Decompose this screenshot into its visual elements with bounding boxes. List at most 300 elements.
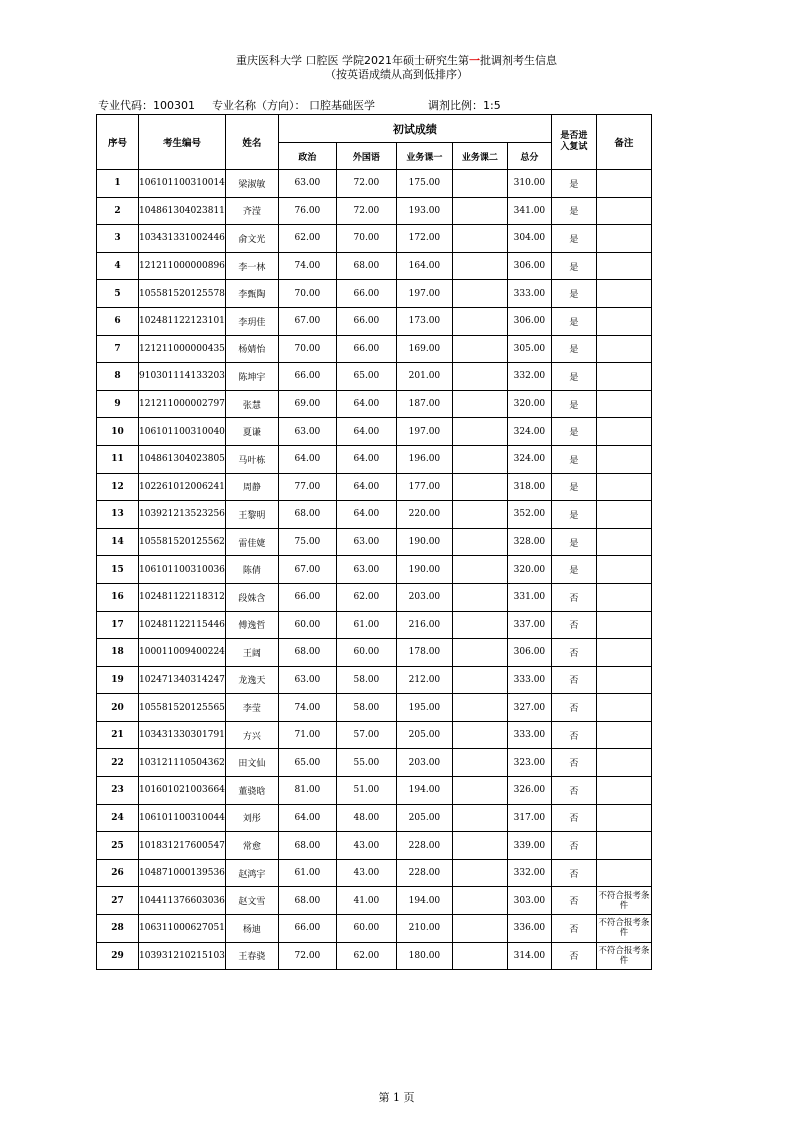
major-code: 专业代码：100301 bbox=[98, 99, 195, 112]
table-row bbox=[97, 915, 652, 943]
cell-foreign: 58.00 bbox=[336, 666, 396, 694]
cell-exam-no: 121211000000896 bbox=[139, 252, 226, 280]
cell-remark bbox=[596, 252, 651, 280]
cell-exam-no: 100011009400224 bbox=[139, 639, 226, 667]
cell-remark bbox=[596, 170, 651, 198]
cell-retest: 是 bbox=[551, 390, 596, 418]
cell-course2 bbox=[452, 225, 507, 253]
cell-seq: 16 bbox=[97, 583, 139, 611]
cell-name: 常愈 bbox=[225, 832, 278, 860]
cell-remark bbox=[596, 639, 651, 667]
cell-remark bbox=[596, 749, 651, 777]
cell-name: 李玥佳 bbox=[225, 307, 278, 335]
cell-foreign: 61.00 bbox=[336, 611, 396, 639]
cell-total: 320.00 bbox=[507, 390, 551, 418]
cell-remark bbox=[596, 390, 651, 418]
cell-name: 王阔 bbox=[225, 639, 278, 667]
cell-politics: 64.00 bbox=[278, 804, 336, 832]
cell-remark bbox=[596, 583, 651, 611]
cell-remark bbox=[596, 335, 651, 363]
cell-total: 339.00 bbox=[507, 832, 551, 860]
cell-foreign: 51.00 bbox=[336, 777, 396, 805]
cell-course2 bbox=[452, 501, 507, 529]
cell-course2 bbox=[452, 556, 507, 584]
cell-course1: 216.00 bbox=[396, 611, 452, 639]
table-row bbox=[97, 611, 652, 639]
cell-total: 306.00 bbox=[507, 252, 551, 280]
cell-total: 337.00 bbox=[507, 611, 551, 639]
cell-total: 314.00 bbox=[507, 942, 551, 970]
cell-exam-no: 103431330301791 bbox=[139, 721, 226, 749]
cell-course1: 197.00 bbox=[396, 280, 452, 308]
cell-exam-no: 121211000000435 bbox=[139, 335, 226, 363]
table-row bbox=[97, 445, 652, 473]
cell-remark bbox=[596, 556, 651, 584]
cell-politics: 75.00 bbox=[278, 528, 336, 556]
cell-name: 李甄陶 bbox=[225, 280, 278, 308]
cell-seq: 28 bbox=[97, 915, 139, 943]
transfer-ratio: 调剂比例：1:5 bbox=[428, 99, 501, 112]
table-row bbox=[97, 721, 652, 749]
cell-name: 方兴 bbox=[225, 721, 278, 749]
cell-foreign: 55.00 bbox=[336, 749, 396, 777]
cell-retest: 是 bbox=[551, 556, 596, 584]
cell-retest: 否 bbox=[551, 832, 596, 860]
cell-total: 306.00 bbox=[507, 639, 551, 667]
cell-remark bbox=[596, 694, 651, 722]
cell-course2 bbox=[452, 307, 507, 335]
cell-total: 333.00 bbox=[507, 721, 551, 749]
cell-politics: 74.00 bbox=[278, 694, 336, 722]
cell-politics: 65.00 bbox=[278, 749, 336, 777]
cell-politics: 66.00 bbox=[278, 915, 336, 943]
cell-total: 305.00 bbox=[507, 335, 551, 363]
cell-exam-no: 106311000627051 bbox=[139, 915, 226, 943]
cell-course1: 180.00 bbox=[396, 942, 452, 970]
cell-remark bbox=[596, 280, 651, 308]
cell-exam-no: 106101100310014 bbox=[139, 170, 226, 198]
cell-politics: 63.00 bbox=[278, 170, 336, 198]
cell-remark bbox=[596, 307, 651, 335]
cell-course2 bbox=[452, 335, 507, 363]
cell-course1: 194.00 bbox=[396, 887, 452, 915]
table-row bbox=[97, 694, 652, 722]
cell-retest: 是 bbox=[551, 528, 596, 556]
cell-seq: 22 bbox=[97, 749, 139, 777]
cell-seq: 5 bbox=[97, 280, 139, 308]
cell-course2 bbox=[452, 915, 507, 943]
cell-exam-no: 105581520125562 bbox=[139, 528, 226, 556]
cell-foreign: 60.00 bbox=[336, 915, 396, 943]
cell-foreign: 64.00 bbox=[336, 390, 396, 418]
cell-retest: 是 bbox=[551, 225, 596, 253]
cell-foreign: 48.00 bbox=[336, 804, 396, 832]
cell-retest: 是 bbox=[551, 363, 596, 391]
cell-retest: 是 bbox=[551, 501, 596, 529]
cell-foreign: 70.00 bbox=[336, 225, 396, 253]
header-name: 姓名 bbox=[225, 115, 278, 170]
table-row bbox=[97, 777, 652, 805]
cell-seq: 3 bbox=[97, 225, 139, 253]
cell-seq: 24 bbox=[97, 804, 139, 832]
cell-course1: 164.00 bbox=[396, 252, 452, 280]
cell-remark bbox=[596, 804, 651, 832]
cell-seq: 11 bbox=[97, 445, 139, 473]
cell-course2 bbox=[452, 777, 507, 805]
cell-name: 段姝含 bbox=[225, 583, 278, 611]
cell-seq: 10 bbox=[97, 418, 139, 446]
cell-retest: 否 bbox=[551, 666, 596, 694]
cell-politics: 81.00 bbox=[278, 777, 336, 805]
cell-exam-no: 103921213523256 bbox=[139, 501, 226, 529]
cell-course1: 169.00 bbox=[396, 335, 452, 363]
cell-seq: 23 bbox=[97, 777, 139, 805]
cell-remark: 不符合报考条件 bbox=[596, 915, 651, 943]
cell-foreign: 64.00 bbox=[336, 418, 396, 446]
cell-name: 赵文雪 bbox=[225, 887, 278, 915]
cell-total: 323.00 bbox=[507, 749, 551, 777]
cell-name: 田文仙 bbox=[225, 749, 278, 777]
cell-name: 李莹 bbox=[225, 694, 278, 722]
cell-total: 352.00 bbox=[507, 501, 551, 529]
cell-exam-no: 103931210215103 bbox=[139, 942, 226, 970]
cell-name: 周静 bbox=[225, 473, 278, 501]
cell-foreign: 57.00 bbox=[336, 721, 396, 749]
cell-politics: 69.00 bbox=[278, 390, 336, 418]
cell-course1: 205.00 bbox=[396, 721, 452, 749]
cell-exam-no: 101601021003664 bbox=[139, 777, 226, 805]
cell-course1: 197.00 bbox=[396, 418, 452, 446]
cell-foreign: 64.00 bbox=[336, 473, 396, 501]
cell-seq: 19 bbox=[97, 666, 139, 694]
cell-exam-no: 104411376603036 bbox=[139, 887, 226, 915]
cell-politics: 71.00 bbox=[278, 721, 336, 749]
cell-retest: 否 bbox=[551, 611, 596, 639]
document-title: 重庆医科大学 口腔医 学院2021年硕士研究生第一批调剂考生信息 bbox=[236, 54, 557, 67]
cell-retest: 否 bbox=[551, 915, 596, 943]
cell-retest: 否 bbox=[551, 583, 596, 611]
cell-seq: 12 bbox=[97, 473, 139, 501]
cell-total: 326.00 bbox=[507, 777, 551, 805]
cell-foreign: 63.00 bbox=[336, 528, 396, 556]
cell-seq: 13 bbox=[97, 501, 139, 529]
cell-total: 332.00 bbox=[507, 859, 551, 887]
cell-course1: 190.00 bbox=[396, 528, 452, 556]
cell-exam-no: 104861304023811 bbox=[139, 197, 226, 225]
cell-course1: 201.00 bbox=[396, 363, 452, 391]
cell-foreign: 63.00 bbox=[336, 556, 396, 584]
cell-seq: 4 bbox=[97, 252, 139, 280]
cell-seq: 14 bbox=[97, 528, 139, 556]
cell-course2 bbox=[452, 418, 507, 446]
table-row bbox=[97, 197, 652, 225]
header-seq: 序号 bbox=[97, 115, 139, 170]
cell-name: 雷佳婕 bbox=[225, 528, 278, 556]
cell-name: 王春骁 bbox=[225, 942, 278, 970]
cell-remark: 不符合报考条件 bbox=[596, 942, 651, 970]
cell-name: 陈坤宇 bbox=[225, 363, 278, 391]
cell-total: 317.00 bbox=[507, 804, 551, 832]
cell-politics: 61.00 bbox=[278, 859, 336, 887]
cell-retest: 是 bbox=[551, 252, 596, 280]
cell-politics: 66.00 bbox=[278, 583, 336, 611]
cell-name: 张慧 bbox=[225, 390, 278, 418]
table-row bbox=[97, 307, 652, 335]
cell-name: 董骁晗 bbox=[225, 777, 278, 805]
cell-remark: 不符合报考条件 bbox=[596, 887, 651, 915]
cell-name: 杨婧怡 bbox=[225, 335, 278, 363]
cell-seq: 1 bbox=[97, 170, 139, 198]
cell-foreign: 68.00 bbox=[336, 252, 396, 280]
cell-course2 bbox=[452, 252, 507, 280]
cell-course1: 196.00 bbox=[396, 445, 452, 473]
cell-course1: 203.00 bbox=[396, 749, 452, 777]
cell-seq: 21 bbox=[97, 721, 139, 749]
cell-exam-no: 104871000139536 bbox=[139, 859, 226, 887]
cell-total: 303.00 bbox=[507, 887, 551, 915]
table-row bbox=[97, 832, 652, 860]
cell-foreign: 43.00 bbox=[336, 859, 396, 887]
cell-retest: 是 bbox=[551, 280, 596, 308]
cell-name: 龙逸天 bbox=[225, 666, 278, 694]
cell-course1: 187.00 bbox=[396, 390, 452, 418]
cell-seq: 8 bbox=[97, 363, 139, 391]
header-foreign: 外国语 bbox=[336, 143, 396, 170]
cell-seq: 7 bbox=[97, 335, 139, 363]
cell-total: 306.00 bbox=[507, 307, 551, 335]
document-subtitle: （按英语成绩从高到低排序） bbox=[325, 68, 468, 81]
header-politics: 政治 bbox=[278, 143, 336, 170]
cell-course1: 194.00 bbox=[396, 777, 452, 805]
cell-politics: 70.00 bbox=[278, 280, 336, 308]
cell-exam-no: 910301114133203 bbox=[139, 363, 226, 391]
cell-name: 齐滢 bbox=[225, 197, 278, 225]
cell-course2 bbox=[452, 639, 507, 667]
cell-course1: 195.00 bbox=[396, 694, 452, 722]
cell-total: 318.00 bbox=[507, 473, 551, 501]
table-row bbox=[97, 942, 652, 970]
cell-course2 bbox=[452, 942, 507, 970]
cell-course2 bbox=[452, 363, 507, 391]
cell-seq: 20 bbox=[97, 694, 139, 722]
table-row bbox=[97, 804, 652, 832]
cell-retest: 是 bbox=[551, 473, 596, 501]
cell-remark bbox=[596, 473, 651, 501]
cell-politics: 68.00 bbox=[278, 887, 336, 915]
cell-exam-no: 105581520125565 bbox=[139, 694, 226, 722]
cell-politics: 67.00 bbox=[278, 307, 336, 335]
cell-course2 bbox=[452, 749, 507, 777]
cell-total: 327.00 bbox=[507, 694, 551, 722]
table-row bbox=[97, 252, 652, 280]
cell-foreign: 72.00 bbox=[336, 170, 396, 198]
cell-course1: 178.00 bbox=[396, 639, 452, 667]
cell-course2 bbox=[452, 804, 507, 832]
cell-exam-no: 106101100310040 bbox=[139, 418, 226, 446]
cell-course2 bbox=[452, 859, 507, 887]
cell-retest: 否 bbox=[551, 749, 596, 777]
cell-seq: 27 bbox=[97, 887, 139, 915]
cell-politics: 62.00 bbox=[278, 225, 336, 253]
cell-course1: 205.00 bbox=[396, 804, 452, 832]
cell-foreign: 65.00 bbox=[336, 363, 396, 391]
cell-seq: 2 bbox=[97, 197, 139, 225]
cell-course2 bbox=[452, 445, 507, 473]
cell-remark bbox=[596, 777, 651, 805]
cell-total: 304.00 bbox=[507, 225, 551, 253]
cell-course1: 190.00 bbox=[396, 556, 452, 584]
cell-politics: 74.00 bbox=[278, 252, 336, 280]
cell-course1: 228.00 bbox=[396, 832, 452, 860]
cell-remark bbox=[596, 611, 651, 639]
cell-exam-no: 102471340314247 bbox=[139, 666, 226, 694]
cell-total: 332.00 bbox=[507, 363, 551, 391]
table-row bbox=[97, 859, 652, 887]
cell-politics: 77.00 bbox=[278, 473, 336, 501]
cell-foreign: 62.00 bbox=[336, 942, 396, 970]
cell-politics: 63.00 bbox=[278, 666, 336, 694]
cell-remark bbox=[596, 528, 651, 556]
cell-retest: 否 bbox=[551, 942, 596, 970]
table-row bbox=[97, 639, 652, 667]
cell-course2 bbox=[452, 666, 507, 694]
cell-foreign: 66.00 bbox=[336, 280, 396, 308]
cell-foreign: 60.00 bbox=[336, 639, 396, 667]
cell-seq: 9 bbox=[97, 390, 139, 418]
cell-exam-no: 102481122115446 bbox=[139, 611, 226, 639]
table-row bbox=[97, 280, 652, 308]
header-remark: 备注 bbox=[596, 115, 651, 170]
cell-course1: 177.00 bbox=[396, 473, 452, 501]
cell-remark bbox=[596, 501, 651, 529]
cell-exam-no: 106101100310044 bbox=[139, 804, 226, 832]
cell-exam-no: 106101100310036 bbox=[139, 556, 226, 584]
cell-name: 陈倩 bbox=[225, 556, 278, 584]
cell-foreign: 72.00 bbox=[336, 197, 396, 225]
cell-seq: 15 bbox=[97, 556, 139, 584]
cell-remark bbox=[596, 225, 651, 253]
cell-seq: 26 bbox=[97, 859, 139, 887]
cell-total: 324.00 bbox=[507, 445, 551, 473]
cell-course2 bbox=[452, 694, 507, 722]
table-row bbox=[97, 556, 652, 584]
cell-remark bbox=[596, 197, 651, 225]
cell-foreign: 66.00 bbox=[336, 307, 396, 335]
applicant-table bbox=[96, 114, 652, 970]
cell-politics: 68.00 bbox=[278, 832, 336, 860]
cell-course2 bbox=[452, 721, 507, 749]
cell-total: 341.00 bbox=[507, 197, 551, 225]
cell-remark bbox=[596, 832, 651, 860]
cell-retest: 否 bbox=[551, 859, 596, 887]
cell-foreign: 64.00 bbox=[336, 501, 396, 529]
table-row bbox=[97, 335, 652, 363]
cell-course1: 212.00 bbox=[396, 666, 452, 694]
cell-total: 320.00 bbox=[507, 556, 551, 584]
header-exam-no: 考生编号 bbox=[139, 115, 226, 170]
table-row bbox=[97, 583, 652, 611]
cell-politics: 64.00 bbox=[278, 445, 336, 473]
cell-politics: 60.00 bbox=[278, 611, 336, 639]
cell-remark bbox=[596, 445, 651, 473]
cell-remark bbox=[596, 721, 651, 749]
cell-course2 bbox=[452, 170, 507, 198]
cell-retest: 是 bbox=[551, 445, 596, 473]
cell-retest: 否 bbox=[551, 777, 596, 805]
cell-foreign: 64.00 bbox=[336, 445, 396, 473]
cell-retest: 是 bbox=[551, 197, 596, 225]
cell-remark bbox=[596, 666, 651, 694]
cell-exam-no: 102261012006241 bbox=[139, 473, 226, 501]
cell-politics: 72.00 bbox=[278, 942, 336, 970]
table-row bbox=[97, 390, 652, 418]
table-row bbox=[97, 749, 652, 777]
cell-name: 夏谦 bbox=[225, 418, 278, 446]
cell-course2 bbox=[452, 887, 507, 915]
cell-seq: 29 bbox=[97, 942, 139, 970]
table-row bbox=[97, 418, 652, 446]
cell-course2 bbox=[452, 611, 507, 639]
cell-total: 333.00 bbox=[507, 666, 551, 694]
table-row bbox=[97, 887, 652, 915]
major-name: 专业名称（方向）： 口腔基础医学 bbox=[212, 99, 375, 112]
cell-remark bbox=[596, 418, 651, 446]
cell-seq: 18 bbox=[97, 639, 139, 667]
cell-exam-no: 104861304023805 bbox=[139, 445, 226, 473]
table-row bbox=[97, 225, 652, 253]
cell-politics: 67.00 bbox=[278, 556, 336, 584]
cell-politics: 63.00 bbox=[278, 418, 336, 446]
table-row bbox=[97, 473, 652, 501]
cell-course1: 172.00 bbox=[396, 225, 452, 253]
cell-retest: 否 bbox=[551, 721, 596, 749]
cell-retest: 否 bbox=[551, 804, 596, 832]
cell-politics: 70.00 bbox=[278, 335, 336, 363]
header-initial-scores: 初试成绩 bbox=[278, 115, 551, 143]
cell-name: 傅逸哲 bbox=[225, 611, 278, 639]
cell-exam-no: 121211000002797 bbox=[139, 390, 226, 418]
cell-foreign: 58.00 bbox=[336, 694, 396, 722]
cell-politics: 68.00 bbox=[278, 639, 336, 667]
cell-foreign: 62.00 bbox=[336, 583, 396, 611]
cell-politics: 76.00 bbox=[278, 197, 336, 225]
cell-course1: 193.00 bbox=[396, 197, 452, 225]
cell-seq: 17 bbox=[97, 611, 139, 639]
cell-total: 310.00 bbox=[507, 170, 551, 198]
cell-course2 bbox=[452, 280, 507, 308]
cell-foreign: 43.00 bbox=[336, 832, 396, 860]
cell-politics: 66.00 bbox=[278, 363, 336, 391]
cell-foreign: 41.00 bbox=[336, 887, 396, 915]
table-row bbox=[97, 170, 652, 198]
cell-name: 梁淑敏 bbox=[225, 170, 278, 198]
cell-total: 328.00 bbox=[507, 528, 551, 556]
cell-exam-no: 102481122118312 bbox=[139, 583, 226, 611]
cell-retest: 是 bbox=[551, 418, 596, 446]
cell-course1: 175.00 bbox=[396, 170, 452, 198]
cell-name: 俞文光 bbox=[225, 225, 278, 253]
table-row bbox=[97, 666, 652, 694]
cell-course2 bbox=[452, 583, 507, 611]
header-course2: 业务课二 bbox=[452, 143, 507, 170]
cell-retest: 是 bbox=[551, 335, 596, 363]
cell-course1: 173.00 bbox=[396, 307, 452, 335]
cell-total: 324.00 bbox=[507, 418, 551, 446]
cell-retest: 是 bbox=[551, 170, 596, 198]
cell-total: 331.00 bbox=[507, 583, 551, 611]
cell-course2 bbox=[452, 390, 507, 418]
cell-remark bbox=[596, 363, 651, 391]
